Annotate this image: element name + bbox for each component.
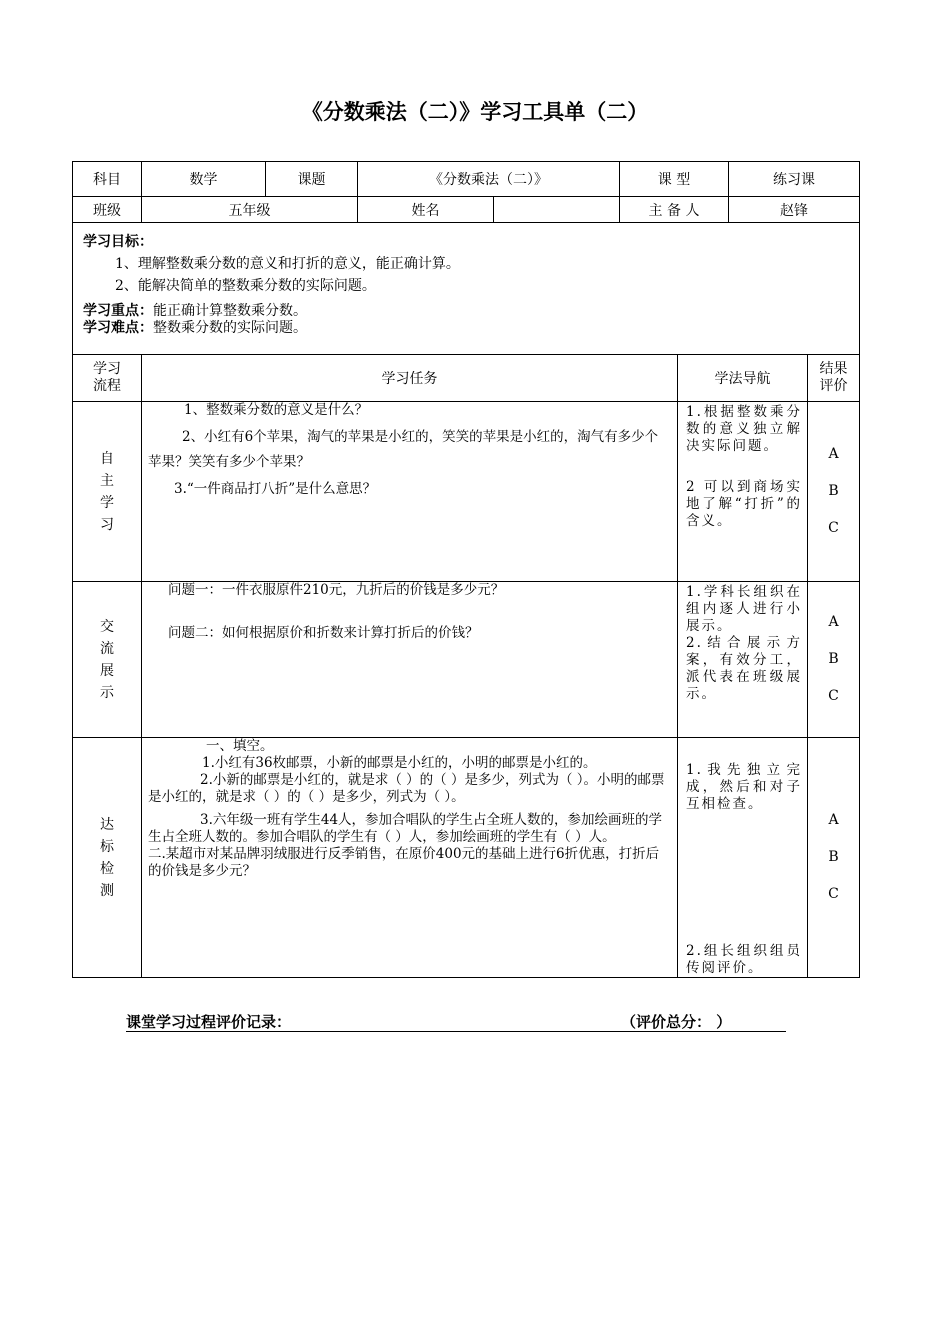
label-char: 流	[100, 640, 114, 657]
preparer-value: 赵锋	[729, 197, 860, 223]
grade-c: C	[828, 520, 839, 536]
process-header-line1: 学习	[93, 361, 121, 377]
task-item: 1、整数乘分数的意义是什么？	[184, 402, 369, 418]
exchange-label	[73, 582, 142, 738]
name-field[interactable]	[494, 197, 620, 223]
evaluation-record	[126, 1011, 786, 1032]
topic-label: 课题	[266, 162, 358, 197]
result-header-line1: 结果	[819, 361, 848, 377]
self-study-tasks	[142, 402, 678, 582]
learning-goals	[73, 223, 860, 355]
goal-item-2: 2、能解决简单的整数乘分数的实际问题。	[115, 278, 376, 294]
grade-c: C	[828, 886, 839, 902]
total-score[interactable]: （评价总分： ）	[621, 1013, 732, 1031]
class-value: 五年级	[142, 197, 358, 223]
type-value: 练习课	[729, 162, 860, 197]
task-item: 问题一：一件衣服原件210元，九折后的价钱是多少元？	[168, 582, 505, 598]
grade-b: B	[828, 849, 839, 865]
guide-item: 2.结合展示方案，有效分工，派代表在班级展示。	[686, 635, 803, 702]
task-item: 问题二：如何根据原价和折数来计算打折后的价钱？	[168, 625, 479, 641]
key-text: 能正确计算整数乘分数。	[153, 303, 307, 319]
key-label: 学习重点：	[83, 303, 153, 319]
process-header	[73, 355, 142, 402]
key-point	[83, 303, 849, 320]
class-label: 班级	[73, 197, 142, 223]
guide-item: 2 可以到商场实地了解“打折”的含义。	[686, 479, 803, 529]
page-title: 《分数乘法（二）》学习工具单（二）	[301, 100, 649, 124]
guide-item: 1.根据整数乘分数的意义独立解决实际问题。	[686, 404, 803, 454]
label-char: 主	[100, 472, 114, 489]
grade-a: A	[828, 812, 839, 828]
grade-b: B	[828, 651, 839, 667]
assessment-label	[73, 738, 142, 978]
exchange-guide	[678, 582, 808, 738]
assessment-guide	[678, 738, 808, 978]
task-item: 1.小红有36枚邮票，小新的邮票是小红的，小明的邮票是小红的。	[202, 755, 597, 771]
info-row-1	[73, 162, 860, 197]
grade-b: B	[828, 483, 839, 499]
self-study-guide	[678, 402, 808, 582]
task-header: 学习任务	[142, 355, 678, 402]
task-item: 二.某超市对某品牌羽绒服进行反季销售，在原价400元的基础上进行6折优惠，打折后的价钱是多少元？	[148, 846, 660, 879]
grade-a: A	[828, 614, 839, 630]
task-item: 3.“一件商品打八折”是什么意思？	[174, 481, 377, 497]
difficulty-point	[83, 320, 849, 337]
label-char: 学	[100, 494, 114, 511]
difficulty-text: 整数乘分数的实际问题。	[153, 320, 307, 336]
self-study-label	[73, 402, 142, 582]
record-label: 课堂学习过程评价记录：	[126, 1013, 292, 1031]
goals-heading: 学习目标：	[83, 234, 153, 250]
guide-item: 2.组长组织组员传阅评价。	[686, 943, 803, 976]
worksheet-table	[72, 161, 860, 978]
type-label: 课 型	[620, 162, 729, 197]
assessment-tasks	[142, 738, 678, 978]
name-label: 姓名	[358, 197, 494, 223]
subject-label: 科目	[73, 162, 142, 197]
task-item: 3.六年级一班有学生44人，参加合唱队的学生占全班人数的，参加绘画班的学生占全班人数的。参加合唱队的学生有（ ）人，参加绘画班的学生有（ ）人。	[148, 812, 663, 845]
section-assessment	[73, 738, 860, 978]
result-header	[808, 355, 860, 402]
difficulty-label: 学习难点：	[83, 320, 153, 336]
subject-value: 数学	[142, 162, 266, 197]
exchange-grades	[808, 582, 860, 738]
self-study-grades	[808, 402, 860, 582]
goals-row	[73, 223, 860, 355]
guide-item: 1.我先独立完成，然后和对子互相检查。	[686, 762, 803, 812]
label-char: 测	[100, 882, 114, 899]
label-char: 达	[100, 816, 114, 833]
exchange-tasks	[142, 582, 678, 738]
label-char: 示	[100, 684, 114, 701]
process-header-line2: 流程	[93, 378, 121, 394]
preparer-label: 主 备 人	[620, 197, 729, 223]
task-item: 一、填空。	[206, 738, 274, 754]
grade-a: A	[828, 446, 839, 462]
goal-item-1: 1、理解整数乘分数的意义和打折的意义，能正确计算。	[115, 256, 460, 272]
guide-header: 学法导航	[678, 355, 808, 402]
task-item: 2、小红有6个苹果，淘气的苹果是小红的，笑笑的苹果是小红的，淘气有多少个苹果？笑笑有多少个苹果？	[148, 429, 659, 470]
label-char: 交	[100, 618, 114, 635]
column-header-row	[73, 355, 860, 402]
label-char: 自	[100, 450, 114, 467]
label-char: 展	[100, 662, 114, 679]
assessment-grades	[808, 738, 860, 978]
grade-c: C	[828, 688, 839, 704]
task-item: 2.小新的邮票是小红的，就是求（ ）的（ ）是多少，列式为（ ）。小明的邮票是小红的，就是求（ ）的（ ）是多少，列式为（ ）。	[148, 772, 665, 805]
label-char: 检	[100, 860, 114, 877]
topic-value: 《分数乘法（二）》	[358, 162, 620, 197]
section-exchange	[73, 582, 860, 738]
label-char: 习	[100, 516, 114, 533]
info-row-2	[73, 197, 860, 223]
result-header-line2: 评价	[819, 378, 848, 394]
section-self-study	[73, 402, 860, 582]
guide-item: 1.学科长组织在组内逐人进行小展示。	[686, 584, 803, 634]
label-char: 标	[100, 838, 114, 855]
